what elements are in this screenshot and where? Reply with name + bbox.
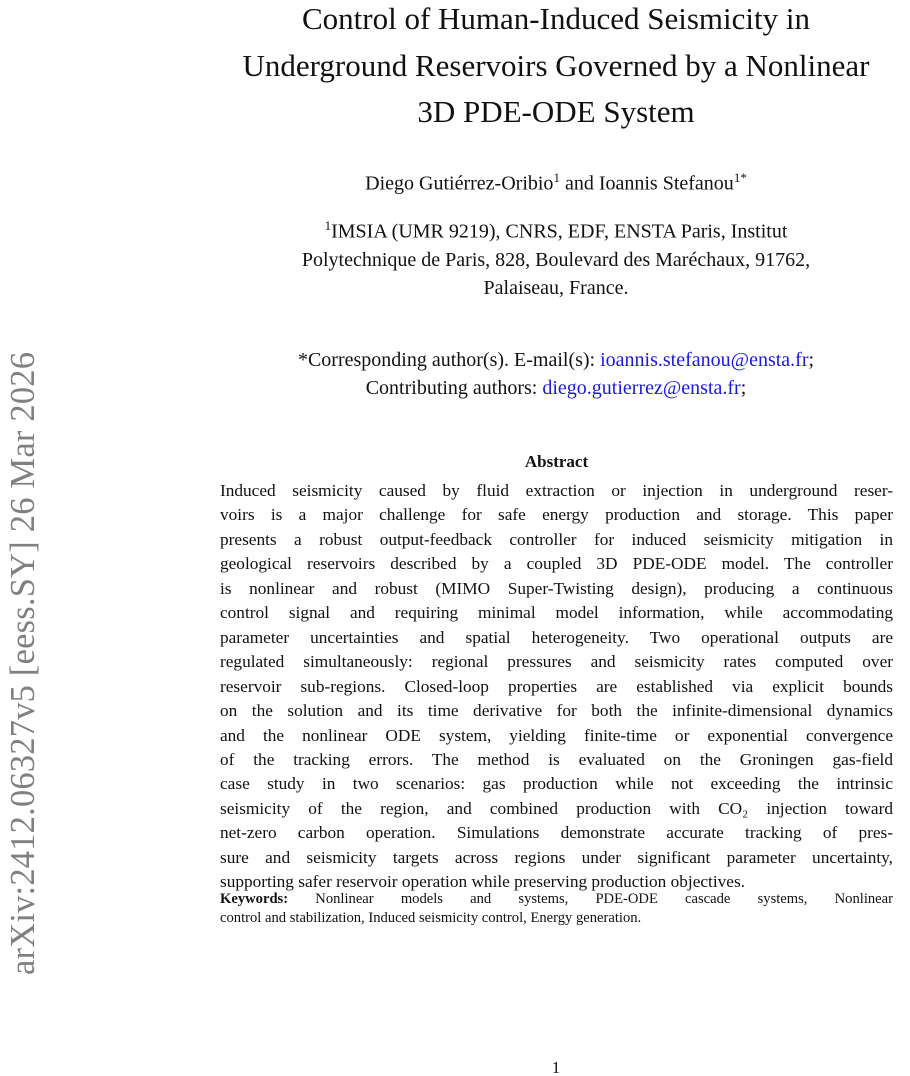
keywords [220,890,893,928]
arxiv-stamp: arXiv:2412.06327v5 [eess.SY] 26 Mar 2026 [4,351,42,975]
abstract-line: supporting safer reservoir operation while preserving production objectives. [220,872,746,892]
abstract-heading: Abstract [524,452,589,471]
title-line: 3D PDE-ODE System [417,94,695,129]
keywords-line: control and stabilization, Induced seismicity control, Energy generation. [220,910,642,926]
abstract-line: Induced seismicity caused by fluid extraction or injection in underground reser- [220,481,893,500]
author-sup: 1 [553,170,560,185]
abstract-line: presents a robust output-feedback controller for induced seismicity mitigation in [220,529,893,549]
abstract-line: sure and seismicity targets across regions under significant parameter uncertainty, [220,847,893,867]
contrib-label: Contributing authors: [365,377,543,399]
abstract-line: regulated simultaneously: regional pressures and seismicity rates computed over [220,652,893,672]
abstract-line: on the solution and its time derivative for both the infinite-dimensional dynamics [220,701,893,721]
title-line: Control of Human-Induced Seismicity in [302,1,810,36]
abstract-body [220,479,893,895]
paper-title [180,0,910,136]
sep: ; [808,349,815,371]
keywords-label: Keywords: [220,891,289,907]
affiliation [200,212,910,302]
email-link[interactable]: ioannis.stefanou@ensta.fr [600,349,809,371]
affiliation-line: IMSIA (UMR 9219), CNRS, EDF, ENSTA Paris, Institut [331,220,788,243]
abstract-line: net-zero carbon operation. Simulations demonstrate accurate tracking of pres- [220,823,893,843]
abstract-line: reservoir sub-regions. Closed-loop properties are established via explicit bounds [220,676,893,696]
title-line: Underground Reservoirs Governed by a Nonlinear [242,47,870,83]
sep: ; [740,377,747,399]
abstract-line: seismicity of the region, and combined production with CO₂ injection toward [220,798,893,818]
abstract-line: of the tracking errors. The method is evaluated on the Groningen gas-field [220,749,893,769]
abstract-line: voirs is a major challenge for safe energy production and storage. This paper [220,505,893,525]
author-name: Ioannis Stefanou [598,172,734,195]
author-name: Diego Gutiérrez-Oribio [365,172,554,195]
author-sup: 1* [733,170,747,185]
authors [200,170,910,196]
abstract-line: parameter uncertainties and spatial heterogeneity. Two operational outputs are [220,627,893,647]
affiliation-line: Palaiseau, France. [483,276,629,299]
abstract-line: and the nonlinear ODE system, yielding finite-time or exponential convergence [220,725,893,745]
page-number: 1 [551,1058,561,1076]
keywords-line: Nonlinear models and systems, PDE-ODE cascade systems, Nonlinear [288,891,893,907]
abstract-line: is nonlinear and robust (MIMO Super-Twisting design), producing a continuous [220,578,893,598]
correspondence [200,346,910,402]
corr-label: *Corresponding author(s). E-mail(s): [297,349,601,371]
affiliation-sup: 1 [324,218,332,233]
author-and: and [559,172,599,195]
email-link[interactable]: diego.gutierrez@ensta.fr [542,377,741,399]
abstract-line: control signal and requiring minimal model information, while accommodating [220,603,893,623]
abstract-line: case study in two scenarios: gas production while not exceeding the intrinsic [220,774,893,794]
abstract-line: geological reservoirs described by a coupled 3D PDE-ODE model. The controller [220,554,893,574]
affiliation-line: Polytechnique de Paris, 828, Boulevard des Maréchaux, 91762, [301,248,811,271]
